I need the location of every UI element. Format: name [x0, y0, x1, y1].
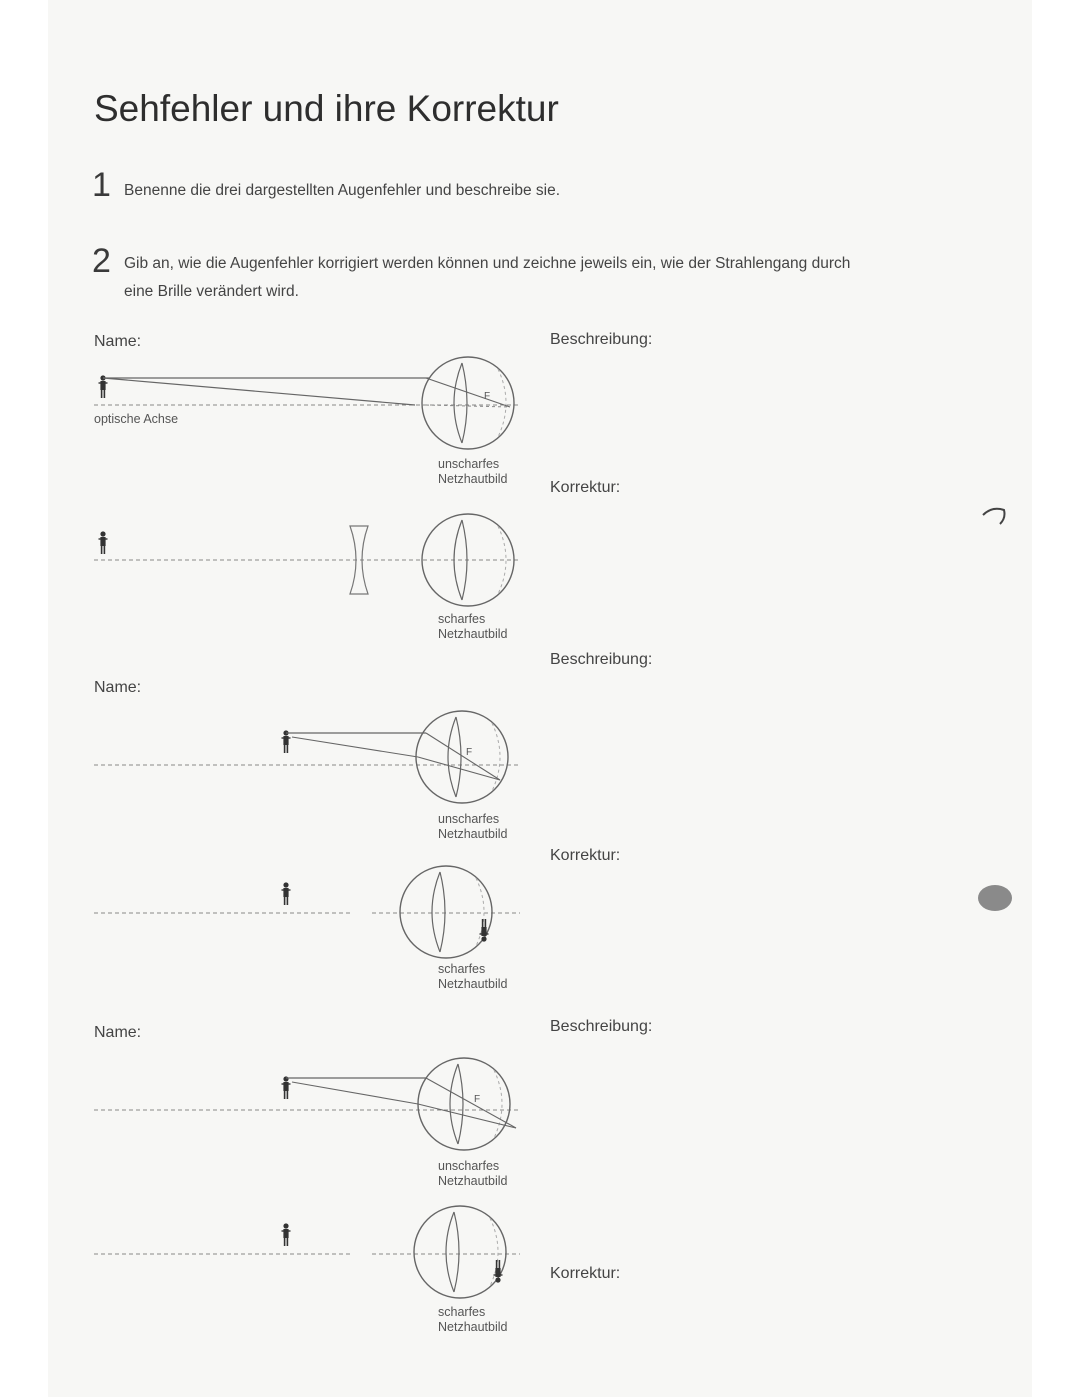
object-person-icon — [282, 730, 291, 753]
blurry-image-label-1b: Netzhautbild — [438, 472, 508, 486]
korrektur-label-3: Korrektur: — [550, 1265, 621, 1282]
task-2-text-line2: eine Brille verändert wird. — [124, 283, 299, 300]
object-person-icon — [282, 882, 291, 905]
eye-diagram-1-corrected — [94, 514, 520, 606]
image-person-icon — [480, 919, 489, 942]
task-1-text: Benenne die drei dargestellten Augenfehler und beschreibe sie. — [124, 182, 561, 199]
blurry-image-label-1a: unscharfes — [438, 457, 500, 471]
eye-diagram-3-corrected — [94, 1206, 520, 1298]
korrektur-label-2: Korrektur: — [550, 847, 621, 864]
name-label-1: Name: — [94, 333, 142, 350]
sharp-image-label-1a: scharfes — [438, 612, 486, 626]
korrektur-label-1: Korrektur: — [550, 479, 621, 496]
beschreibung-label-2: Beschreibung: — [550, 651, 653, 668]
concave-lens-icon — [350, 526, 368, 594]
pen-mark-icon — [983, 509, 1005, 524]
blurry-image-label-3a: unscharfes — [438, 1159, 500, 1173]
blurry-image-label-2b: Netzhautbild — [438, 827, 508, 841]
beschreibung-label-1: Beschreibung: — [550, 331, 653, 348]
eye-diagram-3-uncorrected — [94, 1058, 520, 1150]
object-person-icon — [282, 1223, 291, 1246]
sharp-image-label-2a: scharfes — [438, 962, 486, 976]
sharp-image-label-2b: Netzhautbild — [438, 977, 508, 991]
task-2-number: 2 — [92, 242, 111, 280]
sharp-image-label-3a: scharfes — [438, 1305, 486, 1319]
sharp-image-label-1b: Netzhautbild — [438, 627, 508, 641]
blurry-image-label-2a: unscharfes — [438, 812, 500, 826]
object-person-icon — [282, 1076, 291, 1099]
eye-diagram-2-uncorrected — [94, 711, 520, 803]
eye-diagram-2-corrected — [94, 866, 520, 958]
sharp-image-label-3b: Netzhautbild — [438, 1320, 508, 1334]
svg-text:F: F — [484, 391, 491, 402]
name-label-3: Name: — [94, 1024, 142, 1041]
beschreibung-label-3: Beschreibung: — [550, 1018, 653, 1035]
svg-text:F: F — [466, 747, 473, 758]
svg-text:F: F — [474, 1094, 481, 1105]
task-1-number: 1 — [92, 166, 111, 204]
optical-axis-label: optische Achse — [94, 412, 179, 426]
task-2-text-line1: Gib an, wie die Augenfehler korrigiert werden können und zeichne jeweils ein, wie der Strahlengang durch — [124, 255, 851, 272]
name-label-2: Name: — [94, 679, 142, 696]
page-title: Sehfehler und ihre Korrektur — [94, 88, 559, 129]
blurry-image-label-3b: Netzhautbild — [438, 1174, 508, 1188]
object-person-icon — [99, 531, 108, 554]
eye-diagram-1-uncorrected — [94, 357, 520, 449]
